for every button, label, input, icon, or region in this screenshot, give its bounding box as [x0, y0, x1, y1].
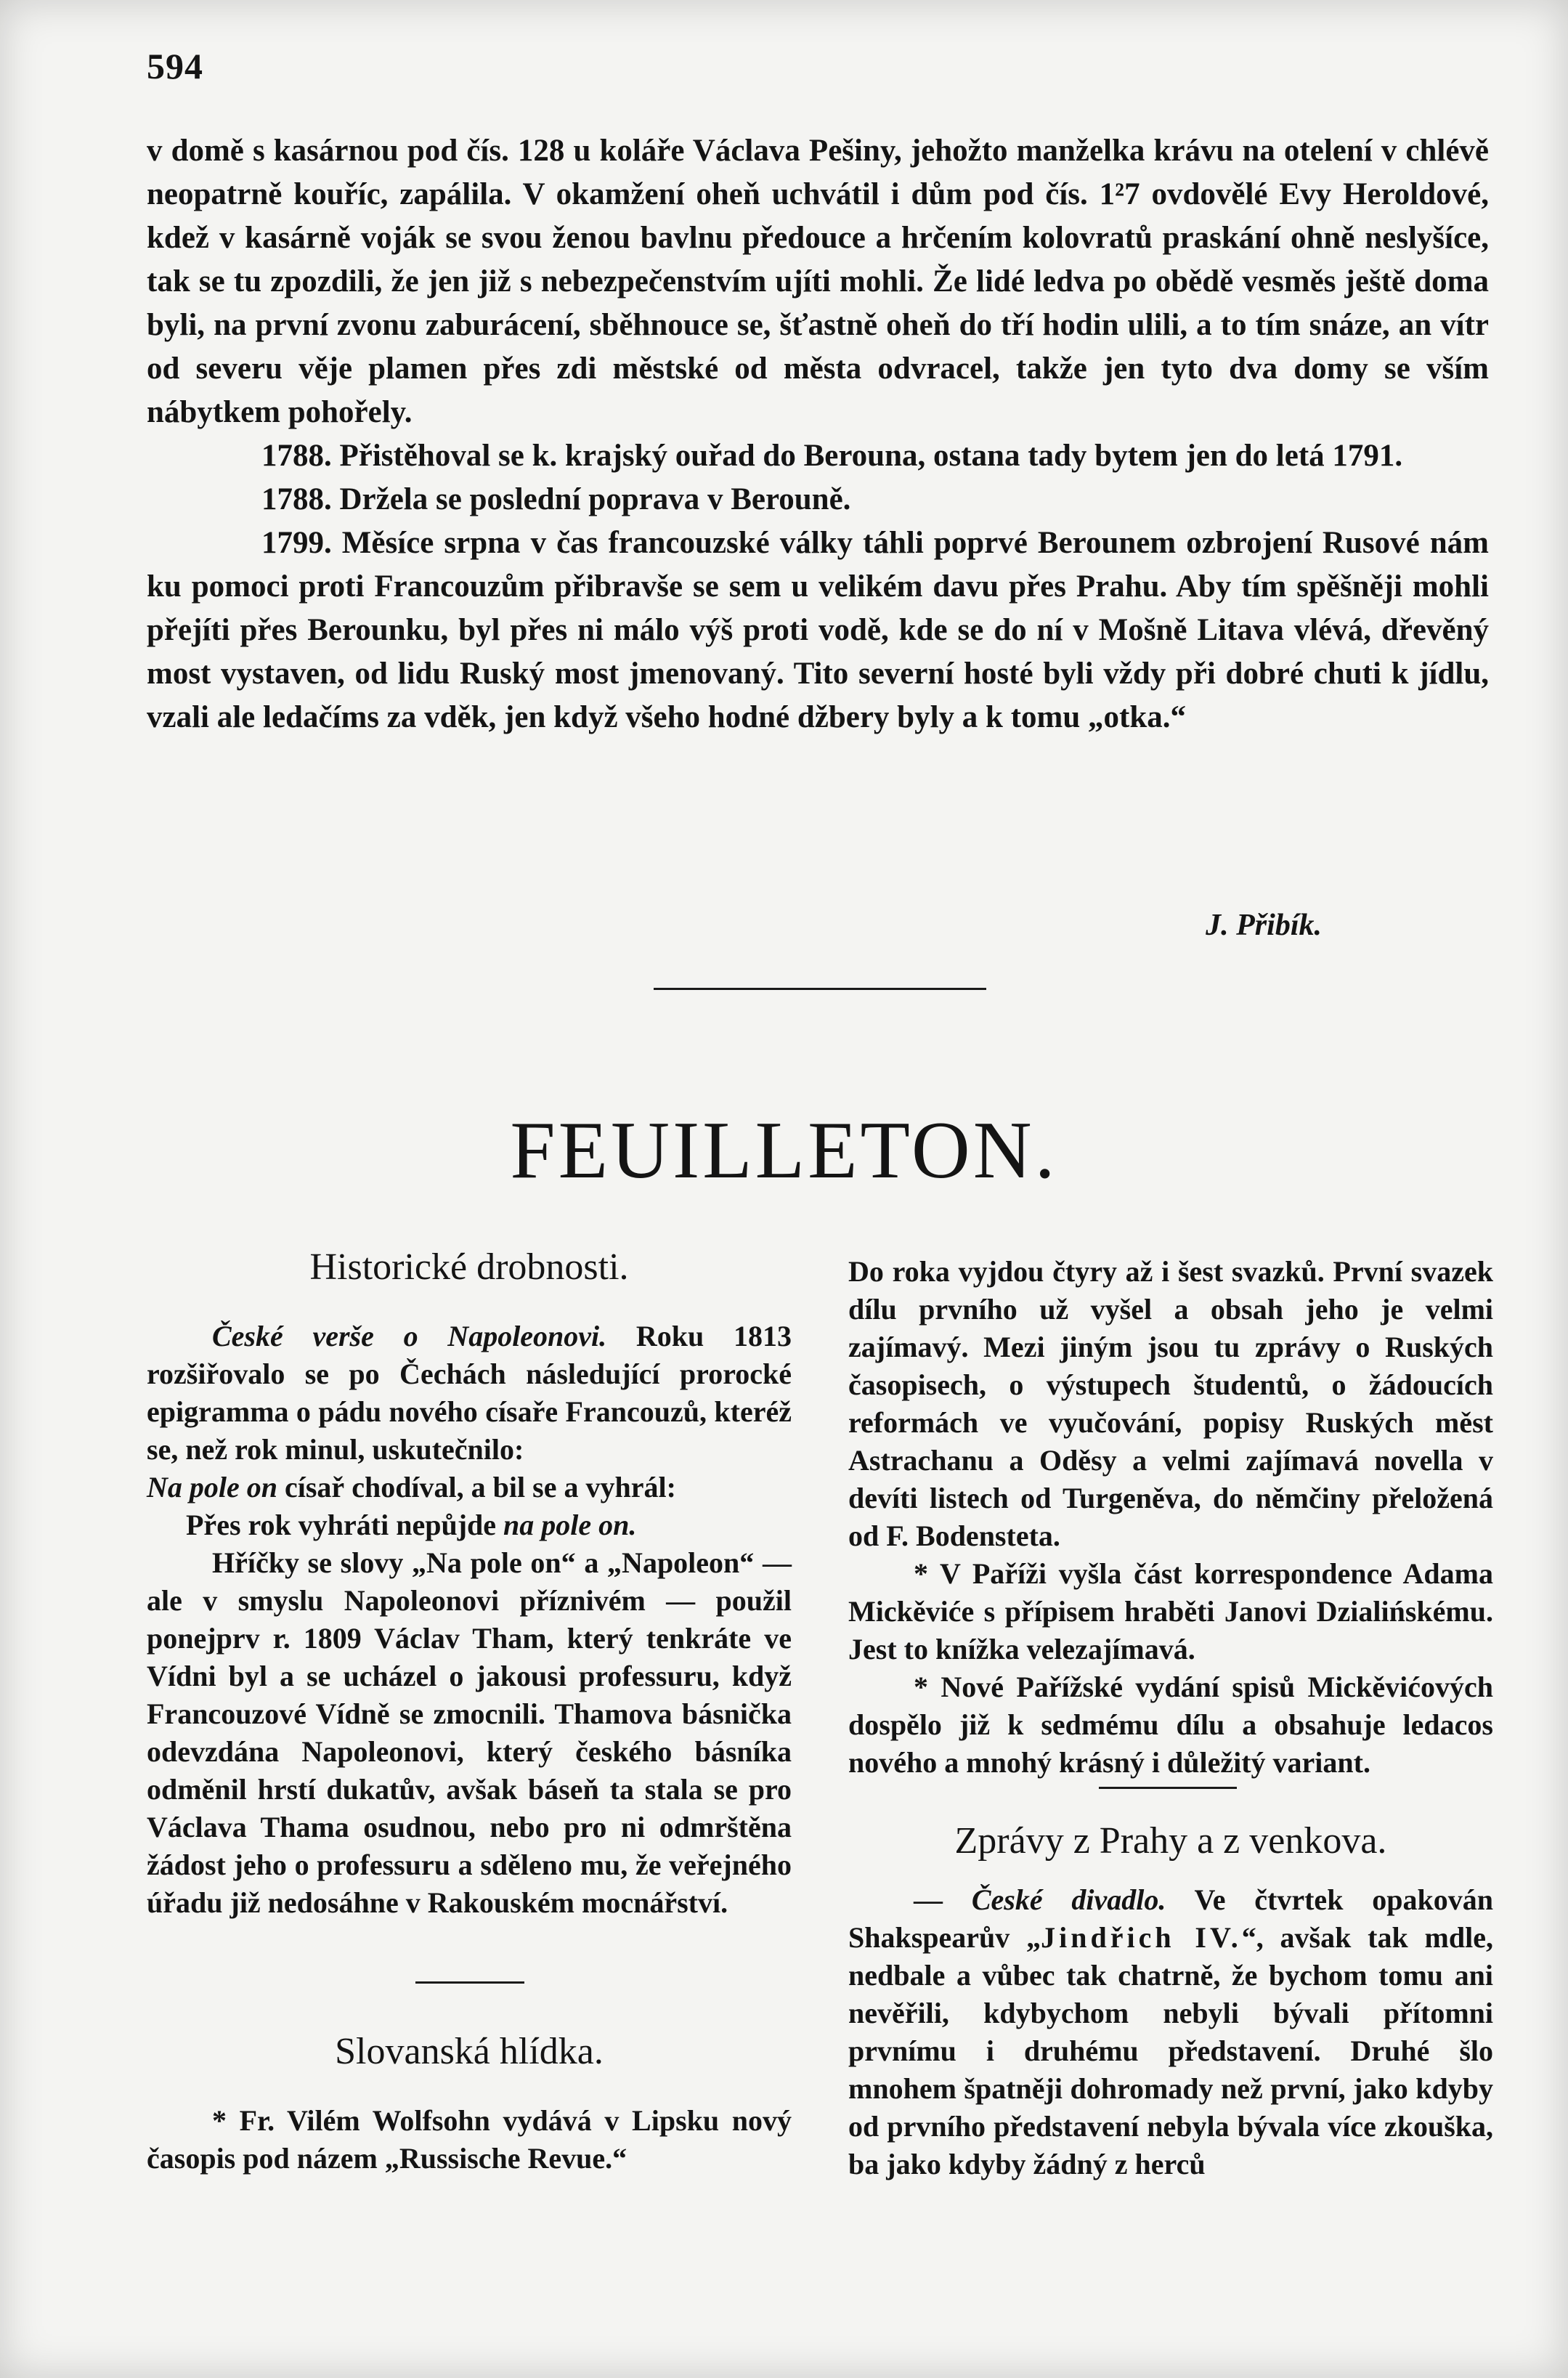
napoleon-body: Hříčky se slovy „Na pole on“ a „Napoleon“ — ale v smyslu Napoleonovi příznivém — použil ponejprv r. 1809 Václav Tham, který tenkráte ve Vídni byl a se ucházel o jakousi professuru, když Francouzové Vídně se zmocnili. Thamova básnička odevzdána Napoleonovi, který českého básníka odměnil hrstí dukatův, avšak báseň ta stala se pro Václava Thama osudnou, nebo pro ni odmrštěna žádost jeho o professuru a sděleno mu, že veřejného úřadu již nedosáhne v Rakouském mocnářství. — [147, 1546, 792, 1919]
zpravy-body — [848, 1881, 1493, 2183]
napoleon-intro — [147, 1318, 792, 1469]
zpravy-lead-title: České divadlo. — [971, 1883, 1166, 1916]
verse-2-italic: na pole on. — [503, 1509, 637, 1541]
verse-line-2 — [147, 1506, 792, 1544]
slovanska-section — [147, 2026, 792, 2178]
continuation-paragraph-2: * V Paříži vyšla část korrespondence Adama Mickěviće s přípisem hraběti Janovi Dzialińskému. Jest to knížka velezajímavá. — [848, 1557, 1493, 1665]
section-divider — [654, 988, 986, 990]
slovanska-continuation — [848, 1253, 1493, 1782]
continuation-paragraph-1: Do roka vyjdou čtyry až i šest svazků. První svazek dílu prvního už vyšel a obsah jeho je velmi zajímavý. Mezi jiným jsou tu zprávy o Ruských časopisech, o výstupech študentů, o žádoucích reformách ve vyučování, popisy Ruských měst Astrachanu a Oděsy a velmi zajímavá novella v devíti listech od Turgeněva, do němčiny přeložená od F. Bodensteta. — [848, 1255, 1493, 1552]
verse-1-italic: Na pole on — [147, 1471, 277, 1504]
page-number: 594 — [147, 46, 203, 86]
zpravy-play-title: Jindřich IV. — [1041, 1921, 1242, 1954]
top-article — [147, 129, 1489, 739]
feuilleton-title: FEUILLETON. — [510, 1105, 1058, 1196]
napoleon-intro-text: Roku 1813 rozšiřovalo se po Čechách následující prorocké epigramma o pádu nového císaře Francouzů, kteréž se, než rok minul, uskutečnilo: — [147, 1320, 792, 1466]
verse-2-text: Přes rok vyhráti nepůjde — [186, 1509, 504, 1541]
zpravy-lead-dash: — — [914, 1883, 972, 1916]
author-signature: J. Přibík. — [1206, 909, 1322, 942]
verse-1-text: císař chodíval, a bil se a vyhrál: — [277, 1471, 676, 1504]
zpravy-section — [848, 1816, 1493, 2183]
historicke-heading: Historické drobnosti. — [309, 1246, 629, 1288]
zpravy-text-a: Ve čtvrtek opakován Shakspearův „ — [848, 1883, 1493, 1954]
top-paragraph-3: 1788. Držela se poslední poprava v Berouně. — [261, 482, 851, 516]
zpravy-text-b: “, avšak tak mdle, nedbale a vůbec tak chatrně, že bychom tomu ani nevěřili, kdybychom nebyli bývali přítomni prvnímu i druhému představení. Druhé šlo mnohem špatněji dohromady než první, jako kdyby od prvního představení nebyla bývala více zkouška, ba jako kdyby žádný z herců — [848, 1921, 1493, 2180]
top-paragraph-2: 1788. Přistěhoval se k. krajský ouřad do Berouna, ostana tady bytem jen do letá 1791. — [261, 439, 1403, 473]
napoleon-intro-title: České verše o Napoleonovi. — [212, 1320, 607, 1352]
top-paragraph-1: v domě s kasárnou pod čís. 128 u koláře Václava Pešiny, jehožto manželka krávu na otelení v chlévě neopatrně kouříc, zapálila. V okamžení oheň uchvátil i dům pod čís. 1²7 ovdovělé Evy Heroldové, kdež v kasárně voják se svou ženou bavlnu předouce a hrčením kolovratů praskání ohně neslyšíce, tak se tu zpozdili, že jen již s nebezpečenstvím ujíti mohli. Že lidé ledva po obědě vesměs ještě doma byli, na první zvonu zaburácení, sběhnouce se, šťastně oheň do tří hodin ulili, a to tím snáze, an vítr od severu věje plamen přes zdi městské od města odvracel, takže jen tyto dva domy se vším nábytkem pohořely. — [147, 134, 1489, 429]
zpravy-heading: Zprávy z Prahy a z venkova. — [954, 1820, 1387, 1862]
continuation-paragraph-3: * Nové Pařížské vydání spisů Mickěvićových dospělo již k sedmému dílu a obsahuje ledacos nového a mnohý krásný i důležitý variant. — [848, 1671, 1493, 1779]
slovanska-heading: Slovanská hlídka. — [335, 2031, 604, 2072]
historicke-section — [147, 1242, 792, 1922]
right-column-divider — [1099, 1787, 1237, 1789]
top-paragraph-4: 1799. Měsíce srpna v čas francouzské války táhli poprvé Berounem ozbrojení Rusové nám ku pomoci proti Francouzům přibravše se sem u velikém davu přes Prahu. Aby tím spěšněji mohli přejíti přes Berounku, byl přes ni málo výš proti vodě, kde se do ní v Mošně Litava vlévá, dřevěný most vystaven, od lidu Ruský most jmenovaný. Tito severní hosté byli vždy při dobré chuti k jídlu, vzali ale ledačíms za vděk, jen když všeho hodné džbery byly a k tomu „otka.“ — [147, 526, 1489, 734]
verse-line-1 — [147, 1469, 792, 1506]
left-column-divider — [415, 1981, 524, 1984]
slovanska-body: * Fr. Vilém Wolfsohn vydává v Lipsku nový časopis pod názem „Russische Revue.“ — [147, 2104, 792, 2175]
